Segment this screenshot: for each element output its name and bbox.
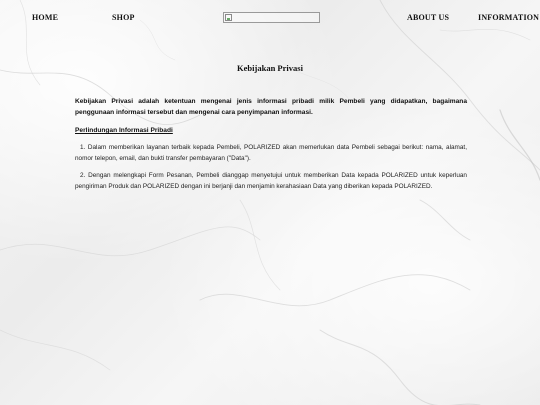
nav-home-link[interactable]: HOME bbox=[32, 13, 59, 22]
nav-shop-link[interactable]: SHOP bbox=[112, 13, 135, 22]
section-heading: Perlindungan Informasi Pribadi bbox=[75, 127, 173, 134]
nav-information-link[interactable]: INFORMATION bbox=[478, 13, 540, 22]
top-navigation bbox=[0, 10, 540, 28]
page-title: Kebijakan Privasi bbox=[237, 62, 303, 73]
logo-image[interactable] bbox=[223, 12, 320, 23]
policy-paragraph: 1. Dalam memberikan layanan terbaik kepada Pembeli, POLARIZED akan memerlukan data Pembeli sebagai berikut: nama, alamat, nomor telepon, email, dan bukti transfer pembayaran ("Data"). bbox=[75, 144, 467, 162]
privacy-policy-content bbox=[75, 96, 467, 198]
nav-about-link[interactable]: ABOUT US bbox=[407, 13, 450, 22]
policy-paragraph: 2. Dengan melengkapi Form Pesanan, Pembeli dianggap menyetujui untuk memberikan Data kepada POLARIZED untuk keperluan pengiriman Produk dan POLARIZED dengan ini berjanji dan menjamin kerahasiaan Data yang diberikan kepada POLARIZED. bbox=[75, 172, 467, 190]
broken-image-icon bbox=[225, 14, 232, 21]
intro-text: Kebijakan Privasi adalah ketentuan mengenai jenis informasi pribadi milik Pembeli yang didapatkan, bagaimana penggunaan informasi tersebut dan mengenai cara penyimpanan informasi. bbox=[75, 98, 467, 116]
